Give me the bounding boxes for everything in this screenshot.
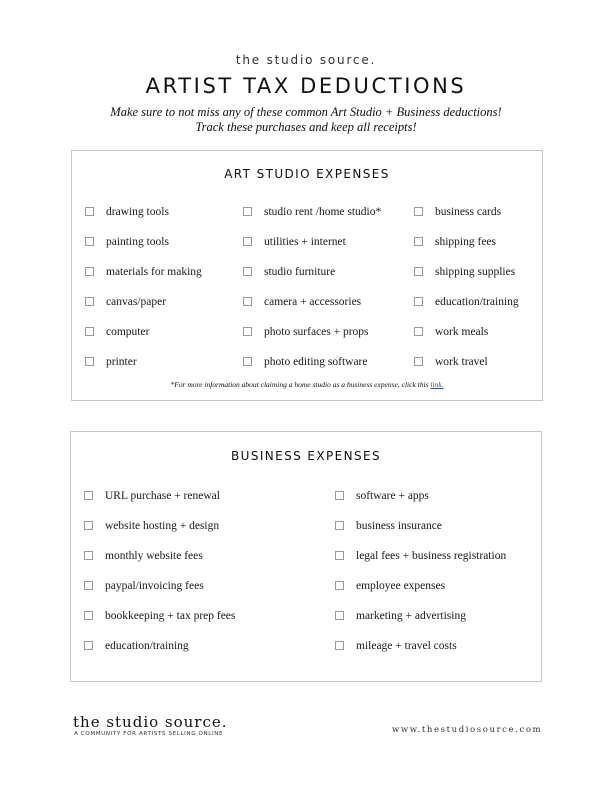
checkbox[interactable] bbox=[414, 297, 423, 306]
checkbox[interactable] bbox=[85, 207, 94, 216]
checkbox[interactable] bbox=[84, 611, 93, 620]
checkbox[interactable] bbox=[84, 581, 93, 590]
item-label: employee expenses bbox=[356, 580, 446, 592]
checkbox[interactable] bbox=[335, 641, 344, 650]
checkbox[interactable] bbox=[243, 237, 252, 246]
home-studio-footnote bbox=[72, 380, 542, 389]
checkbox[interactable] bbox=[85, 297, 94, 306]
checkbox[interactable] bbox=[85, 357, 94, 366]
page-subtitle bbox=[0, 105, 612, 135]
item-label: shipping fees bbox=[435, 236, 497, 248]
item-label: URL purchase + renewal bbox=[105, 490, 220, 502]
header-brand: the studio source. bbox=[235, 53, 377, 67]
checkbox[interactable] bbox=[243, 357, 252, 366]
item-label: painting tools bbox=[106, 236, 169, 248]
checkbox[interactable] bbox=[335, 581, 344, 590]
subtitle-line-2: Track these purchases and keep all receipts! bbox=[195, 120, 417, 134]
business-expenses-section bbox=[70, 431, 542, 682]
item-label: business insurance bbox=[356, 520, 442, 532]
item-label: education/training bbox=[435, 296, 519, 308]
footnote-text: *For more information about claiming a home studio as a business expense, click this bbox=[170, 380, 429, 389]
item-label: drawing tools bbox=[106, 206, 169, 218]
checkbox[interactable] bbox=[84, 641, 93, 650]
item-label: canvas/paper bbox=[106, 296, 167, 308]
item-label: printer bbox=[106, 356, 137, 368]
item-label: studio rent /home studio* bbox=[264, 206, 382, 218]
item-label: education/training bbox=[105, 640, 189, 652]
item-label: marketing + advertising bbox=[356, 610, 466, 622]
footer-tagline: A COMMUNITY FOR ARTISTS SELLING ONLINE bbox=[74, 731, 224, 737]
footer-website-link[interactable]: www.thestudiosource.com bbox=[392, 725, 543, 735]
item-label: monthly website fees bbox=[105, 550, 203, 562]
checkbox[interactable] bbox=[414, 357, 423, 366]
checkbox[interactable] bbox=[85, 327, 94, 336]
checkbox[interactable] bbox=[243, 297, 252, 306]
art-studio-section-title: ART STUDIO EXPENSES bbox=[224, 167, 390, 181]
page-title: ARTIST TAX DEDUCTIONS bbox=[145, 74, 467, 98]
item-label: legal fees + business registration bbox=[356, 550, 507, 562]
item-label: mileage + travel costs bbox=[356, 640, 457, 652]
item-label: software + apps bbox=[356, 490, 429, 502]
checkbox[interactable] bbox=[243, 327, 252, 336]
footer-brand: the studio source. bbox=[73, 713, 228, 731]
item-label: work meals bbox=[435, 326, 489, 338]
item-label: work travel bbox=[435, 356, 488, 368]
item-label: computer bbox=[106, 326, 150, 338]
item-label: website hosting + design bbox=[105, 520, 220, 532]
item-label: bookkeeping + tax prep fees bbox=[105, 610, 236, 622]
checkbox[interactable] bbox=[414, 237, 423, 246]
item-label: materials for making bbox=[106, 266, 202, 278]
item-label: paypal/invoicing fees bbox=[105, 580, 204, 592]
checkbox[interactable] bbox=[414, 327, 423, 336]
checkbox[interactable] bbox=[335, 611, 344, 620]
item-label: studio furniture bbox=[264, 266, 336, 278]
item-label: photo editing software bbox=[264, 356, 368, 368]
item-label: photo surfaces + props bbox=[264, 326, 369, 338]
checkbox[interactable] bbox=[243, 267, 252, 276]
item-label: business cards bbox=[435, 206, 502, 218]
checkbox[interactable] bbox=[335, 551, 344, 560]
checkbox[interactable] bbox=[243, 207, 252, 216]
checkbox[interactable] bbox=[84, 521, 93, 530]
checkbox[interactable] bbox=[335, 491, 344, 500]
checkbox[interactable] bbox=[84, 491, 93, 500]
item-label: shipping supplies bbox=[435, 266, 516, 278]
checkbox[interactable] bbox=[84, 551, 93, 560]
art-studio-expenses-section bbox=[71, 150, 543, 401]
checkbox[interactable] bbox=[85, 237, 94, 246]
footnote-link[interactable]: link. bbox=[430, 380, 444, 389]
checkbox[interactable] bbox=[335, 521, 344, 530]
checkbox[interactable] bbox=[414, 267, 423, 276]
checkbox[interactable] bbox=[85, 267, 94, 276]
business-section-title: BUSINESS EXPENSES bbox=[231, 449, 381, 463]
item-label: utilities + internet bbox=[264, 236, 346, 248]
checkbox[interactable] bbox=[414, 207, 423, 216]
item-label: camera + accessories bbox=[264, 296, 362, 308]
subtitle-line-1: Make sure to not miss any of these common Art Studio + Business deductions! bbox=[110, 105, 502, 119]
